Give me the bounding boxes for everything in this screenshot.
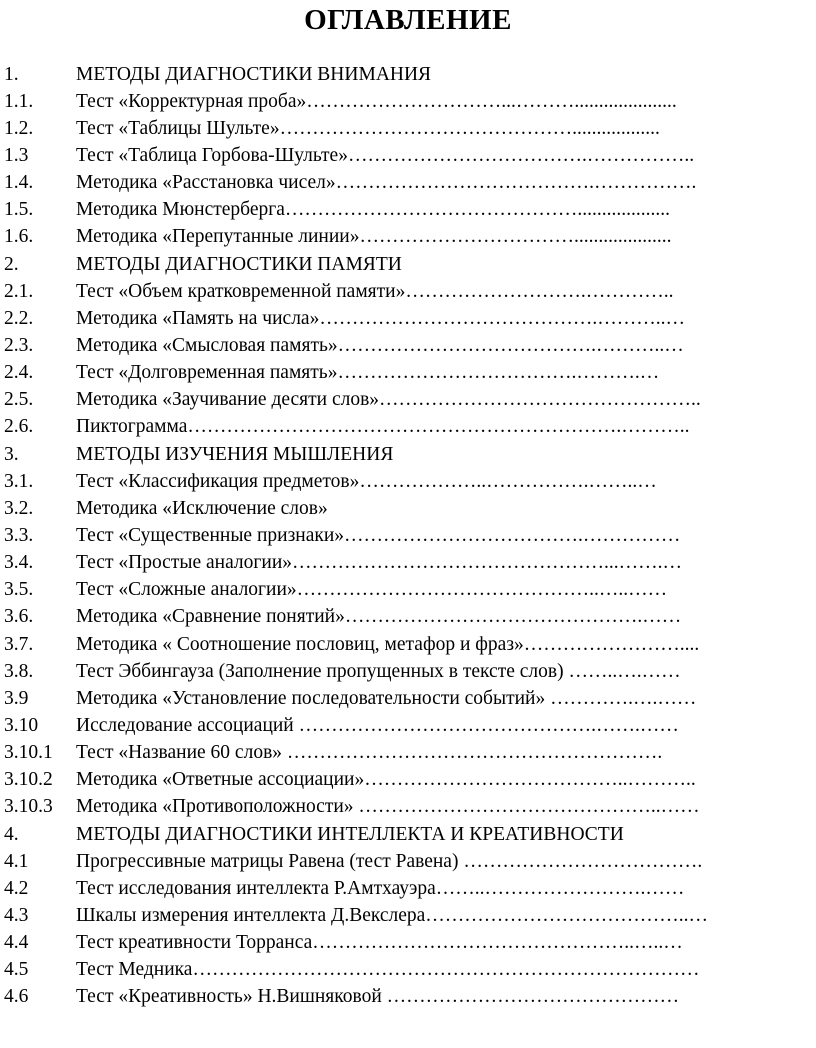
toc-entry-title: Шкалы измерения интеллекта Д.Векслера…………………………………..… [76,904,709,926]
toc-entry[interactable] [4,360,812,387]
toc-entry-title: Прогрессивные матрицы Равена (тест Равена) ………………………………. [76,850,703,872]
toc-entry-number: 4.3 [4,904,29,926]
toc-entry[interactable] [4,984,812,1011]
toc-entry-title: Тест Эббингауза (Заполнение пропущенных в тексте слов) ……..….…… [76,660,681,682]
toc-entry[interactable] [4,251,812,278]
toc-entry-number: 4.4 [4,932,29,954]
toc-entry-title: Методика «Противоположности» ………………………………………..…… [76,796,700,818]
toc-entry[interactable] [4,930,812,957]
toc-entry-number: 1.6. [4,226,34,248]
toc-entry-title: Тест «Корректурная проба»…………………………...………..................... [76,90,677,112]
toc-entry-title: Методика «Сравнение понятий»……………………………………….…… [76,606,682,628]
toc-entry[interactable] [4,550,812,577]
toc-entry[interactable] [4,468,812,495]
toc-entry-number: 1.3 [4,144,29,166]
toc-entry[interactable] [4,604,812,631]
toc-entry-number: 1.5. [4,199,34,221]
toc-entry-title: Тест «Объем кратковременной памяти»……………………….………….. [76,280,674,302]
toc-entry-title: Методика «Исключение слов» [76,497,328,519]
toc-entry[interactable] [4,197,812,224]
toc-entry-title: Методика «Расстановка чисел»………………………………….……………. [76,172,697,194]
toc-entry[interactable] [4,278,812,305]
toc-entry[interactable] [4,712,812,739]
toc-entry[interactable] [4,88,812,115]
toc-entry[interactable] [4,577,812,604]
toc-entry-number: 3.7. [4,633,34,655]
toc-entry[interactable] [4,740,812,767]
toc-entry[interactable] [4,875,812,902]
toc-entry-title: Тест «Существенные признаки»……………………………….…………… [76,524,681,546]
toc-entry-number: 2.3. [4,334,34,356]
toc-entry[interactable] [4,821,812,848]
toc-entry[interactable] [4,142,812,169]
toc-entry-number: 3.10 [4,714,39,736]
toc-entry-title: Исследование ассоциаций ……………………………………….…….…… [76,714,679,736]
toc-entry-title: МЕТОДЫ ДИАГНОСТИКИ ПАМЯТИ [76,253,402,275]
toc-entry-title: Методика «Установление последовательности событий» ………….….…… [76,687,697,709]
toc-entry[interactable] [4,848,812,875]
toc-entry-number: 3.8. [4,660,34,682]
toc-entry-number: 4.6 [4,986,29,1008]
toc-entry[interactable] [4,170,812,197]
toc-entry-title: Тест «Классификация предметов»………………..…………….……..… [76,470,657,492]
toc-entry[interactable] [4,495,812,522]
toc-entry-title: Методика «Ответные ассоциации»…………………………………..……….. [76,769,696,791]
toc-entry-title: Тест «Долговременная память»……………………………….……….… [76,362,660,384]
toc-entry-number: 2.5. [4,389,34,411]
toc-entry-title: МЕТОДЫ ДИАГНОСТИКИ ИНТЕЛЛЕКТА И КРЕАТИВНОСТИ [76,823,624,845]
toc-entry[interactable] [4,305,812,332]
toc-entry-title: МЕТОДЫ ДИАГНОСТИКИ ВНИМАНИЯ [76,63,432,85]
toc-entry[interactable] [4,658,812,685]
toc-entry-number: 3.10.1 [4,742,53,764]
toc-entry[interactable] [4,441,812,468]
toc-entry-title: Методика «Перепутанные линии»…………………………….................... [76,226,672,248]
toc-entry[interactable] [4,61,812,88]
toc-entry-title: Тест «Название 60 слов» …………………………………………………. [76,742,663,764]
toc-entry-title: Методика «Смысловая память»………………………………….………..… [76,334,684,356]
toc-entry-title: Методика «Память на числа»…………………………………….………..… [76,307,685,329]
toc-entry-title: Методика Мюнстерберга………………………………………................... [76,199,671,221]
toc-entry-number: 3. [4,443,19,465]
toc-entry-title: Тест Медника…………………………………………………………………… [76,959,700,981]
toc-entry-title: Тест «Креативность» Н.Вишняковой ……………………………………… [76,986,680,1008]
toc-entry-number: 3.2. [4,497,34,519]
toc-entry[interactable] [4,224,812,251]
toc-entry[interactable] [4,794,812,821]
toc-entry[interactable] [4,957,812,984]
toc-entry[interactable] [4,631,812,658]
toc-entry-number: 3.5. [4,579,34,601]
toc-entry-number: 1.2. [4,117,34,139]
toc-entry-number: 1.4. [4,172,34,194]
toc-entry[interactable] [4,115,812,142]
toc-entry-title: Тест исследования интеллекта Р.Амтхауэра……..…………………….…… [76,877,685,899]
toc-entry-number: 3.3. [4,524,34,546]
toc-entry[interactable] [4,414,812,441]
toc-entry-number: 4. [4,823,19,845]
table-of-contents [4,61,812,1011]
toc-entry-title: Тест «Простые аналогии»…………………………………………...…….… [76,552,683,574]
toc-entry-title: МЕТОДЫ ИЗУЧЕНИЯ МЫШЛЕНИЯ [76,443,394,465]
toc-entry-number: 3.1. [4,470,34,492]
toc-entry-number: 2. [4,253,19,275]
toc-entry-number: 4.1 [4,850,29,872]
toc-entry[interactable] [4,902,812,929]
toc-entry-number: 3.4. [4,552,34,574]
toc-entry-number: 2.2. [4,307,34,329]
page-title: ОГЛАВЛЕНИЕ [304,4,512,36]
toc-entry-number: 3.10.3 [4,796,53,818]
toc-entry-number: 2.1. [4,280,34,302]
toc-entry[interactable] [4,767,812,794]
toc-entry-number: 3.9 [4,687,29,709]
toc-entry-number: 3.10.2 [4,769,53,791]
toc-entry-number: 1. [4,63,19,85]
toc-entry-title: Тест «Сложные аналогии»………………………………………..…..…… [76,579,668,601]
toc-entry-number: 2.6. [4,416,34,438]
toc-entry-title: Тест «Таблица Горбова-Шульте»……………………………….…………….. [76,144,695,166]
toc-entry-number: 2.4. [4,362,34,384]
toc-entry-title: Пиктограмма………………………………………………………….……….. [76,416,690,438]
toc-entry[interactable] [4,522,812,549]
toc-entry-title: Методика « Соотношение пословиц, метафор и фраз»…………………….... [76,633,700,655]
toc-entry-number: 4.5 [4,959,29,981]
toc-entry[interactable] [4,685,812,712]
toc-entry-number: 1.1. [4,90,34,112]
toc-entry-title: Тест «Таблицы Шульте»……………………………………….................. [76,117,660,139]
toc-entry[interactable] [4,387,812,414]
toc-entry-title: Методика «Заучивание десяти слов»………………………………………….. [76,389,701,411]
toc-entry-title: Тест креативности Торранса…………………………………………..…..… [76,932,683,954]
toc-entry-number: 4.2 [4,877,29,899]
toc-entry[interactable] [4,332,812,359]
toc-entry-number: 3.6. [4,606,34,628]
